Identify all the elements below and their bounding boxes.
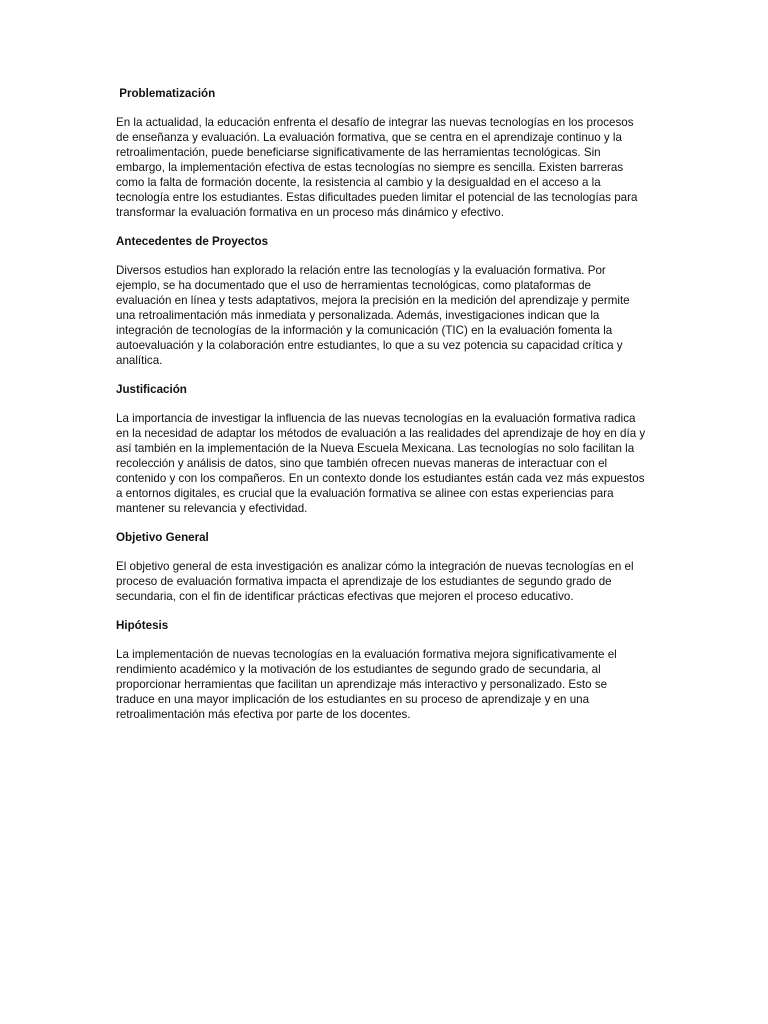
paragraph-line: tecnología entre los estudiantes. Estas dificultades pueden limitar el potencial de las tecnologías para: [116, 191, 638, 204]
section-heading: Antecedentes de Proyectos: [116, 235, 269, 248]
section-paragraph: [116, 263, 650, 368]
paragraph-line: así también en la implementación de la Nueva Escuela Mexicana. Las tecnologías no solo facilitan la: [116, 442, 635, 455]
paragraph-line: traduce en una mayor implicación de los estudiantes en su proceso de aprendizaje y en una: [116, 693, 590, 706]
paragraph-line: a entornos digitales, es crucial que la evaluación formativa se alinee con estas experiencias para: [116, 487, 614, 500]
paragraph-line: Diversos estudios han explorado la relación entre las tecnologías y la evaluación formativa. Por: [116, 264, 606, 277]
document-page: [116, 86, 650, 736]
paragraph-line: retroalimentación más efectiva por parte de los docentes.: [116, 708, 411, 721]
section-heading: Objetivo General: [116, 531, 209, 544]
paragraph-line: embargo, la implementación efectiva de estas tecnologías no siempre es sencilla. Existen barreras: [116, 161, 624, 174]
paragraph-line: de enseñanza y evaluación. La evaluación formativa, que se centra en el aprendizaje continuo y la: [116, 131, 622, 144]
paragraph-line: En la actualidad, la educación enfrenta el desafío de integrar las nuevas tecnologías en los procesos: [116, 116, 634, 129]
paragraph-line: proporcionar herramientas que facilitan un aprendizaje más interactivo y personalizado. Esto se: [116, 678, 608, 691]
paragraph-line: proceso de evaluación formativa impacta el aprendizaje de los estudiantes de segundo grado de: [116, 575, 612, 588]
paragraph-line: ejemplo, se ha documentado que el uso de herramientas tecnológicas, como plataformas de: [116, 279, 591, 292]
section-heading: Problematización: [116, 87, 216, 100]
paragraph-line: evaluación en línea y tests adaptativos, mejora la precisión en la medición del aprendizaje y permite: [116, 294, 630, 307]
paragraph-line: analítica.: [116, 354, 163, 367]
section-heading: Hipótesis: [116, 619, 169, 632]
section-paragraph: [116, 559, 650, 604]
section-justificacion: [116, 382, 650, 516]
section-paragraph: [116, 411, 650, 516]
paragraph-line: como la falta de formación docente, la resistencia al cambio y la desigualdad en el acceso a la: [116, 176, 601, 189]
section-problematizacion: [116, 86, 650, 220]
paragraph-line: La importancia de investigar la influencia de las nuevas tecnologías en la evaluación formativa radica: [116, 412, 636, 425]
paragraph-line: autoevaluación y la colaboración entre estudiantes, lo que a su vez potencia su capacidad crítica y: [116, 339, 623, 352]
section-paragraph: [116, 115, 650, 220]
paragraph-line: una retroalimentación más inmediata y personalizada. Además, investigaciones indican que la: [116, 309, 600, 322]
paragraph-line: rendimiento académico y la motivación de los estudiantes de segundo grado de secundaria, al: [116, 663, 601, 676]
section-hipotesis: [116, 618, 650, 722]
paragraph-line: La implementación de nuevas tecnologías en la evaluación formativa mejora significativamente el: [116, 648, 617, 661]
paragraph-line: mantener su relevancia y efectividad.: [116, 502, 308, 515]
paragraph-line: retroalimentación, puede beneficiarse significativamente de las herramientas tecnológicas. Sin: [116, 146, 601, 159]
paragraph-line: secundaria, con el fin de identificar prácticas efectivas que mejoren el proceso educativo.: [116, 590, 574, 603]
paragraph-line: recolección y análisis de datos, sino que también ofrecen nuevas maneras de interactuar con el: [116, 457, 608, 470]
section-antecedentes: [116, 234, 650, 368]
section-paragraph: [116, 647, 650, 722]
paragraph-line: integración de tecnologías de la información y la comunicación (TIC) en la evaluación fomenta la: [116, 324, 613, 337]
paragraph-line: El objetivo general de esta investigación es analizar cómo la integración de nuevas tecnologías en el: [116, 560, 634, 573]
section-objetivo-general: [116, 530, 650, 604]
section-heading: Justificación: [116, 383, 187, 396]
paragraph-line: transformar la evaluación formativa en un proceso más dinámico y efectivo.: [116, 206, 504, 219]
paragraph-line: contenido y con los compañeros. En un contexto donde los estudiantes están cada vez más expuestos: [116, 472, 645, 485]
paragraph-line: en la necesidad de adaptar los métodos de evaluación a las realidades del aprendizaje de hoy en día y: [116, 427, 646, 440]
